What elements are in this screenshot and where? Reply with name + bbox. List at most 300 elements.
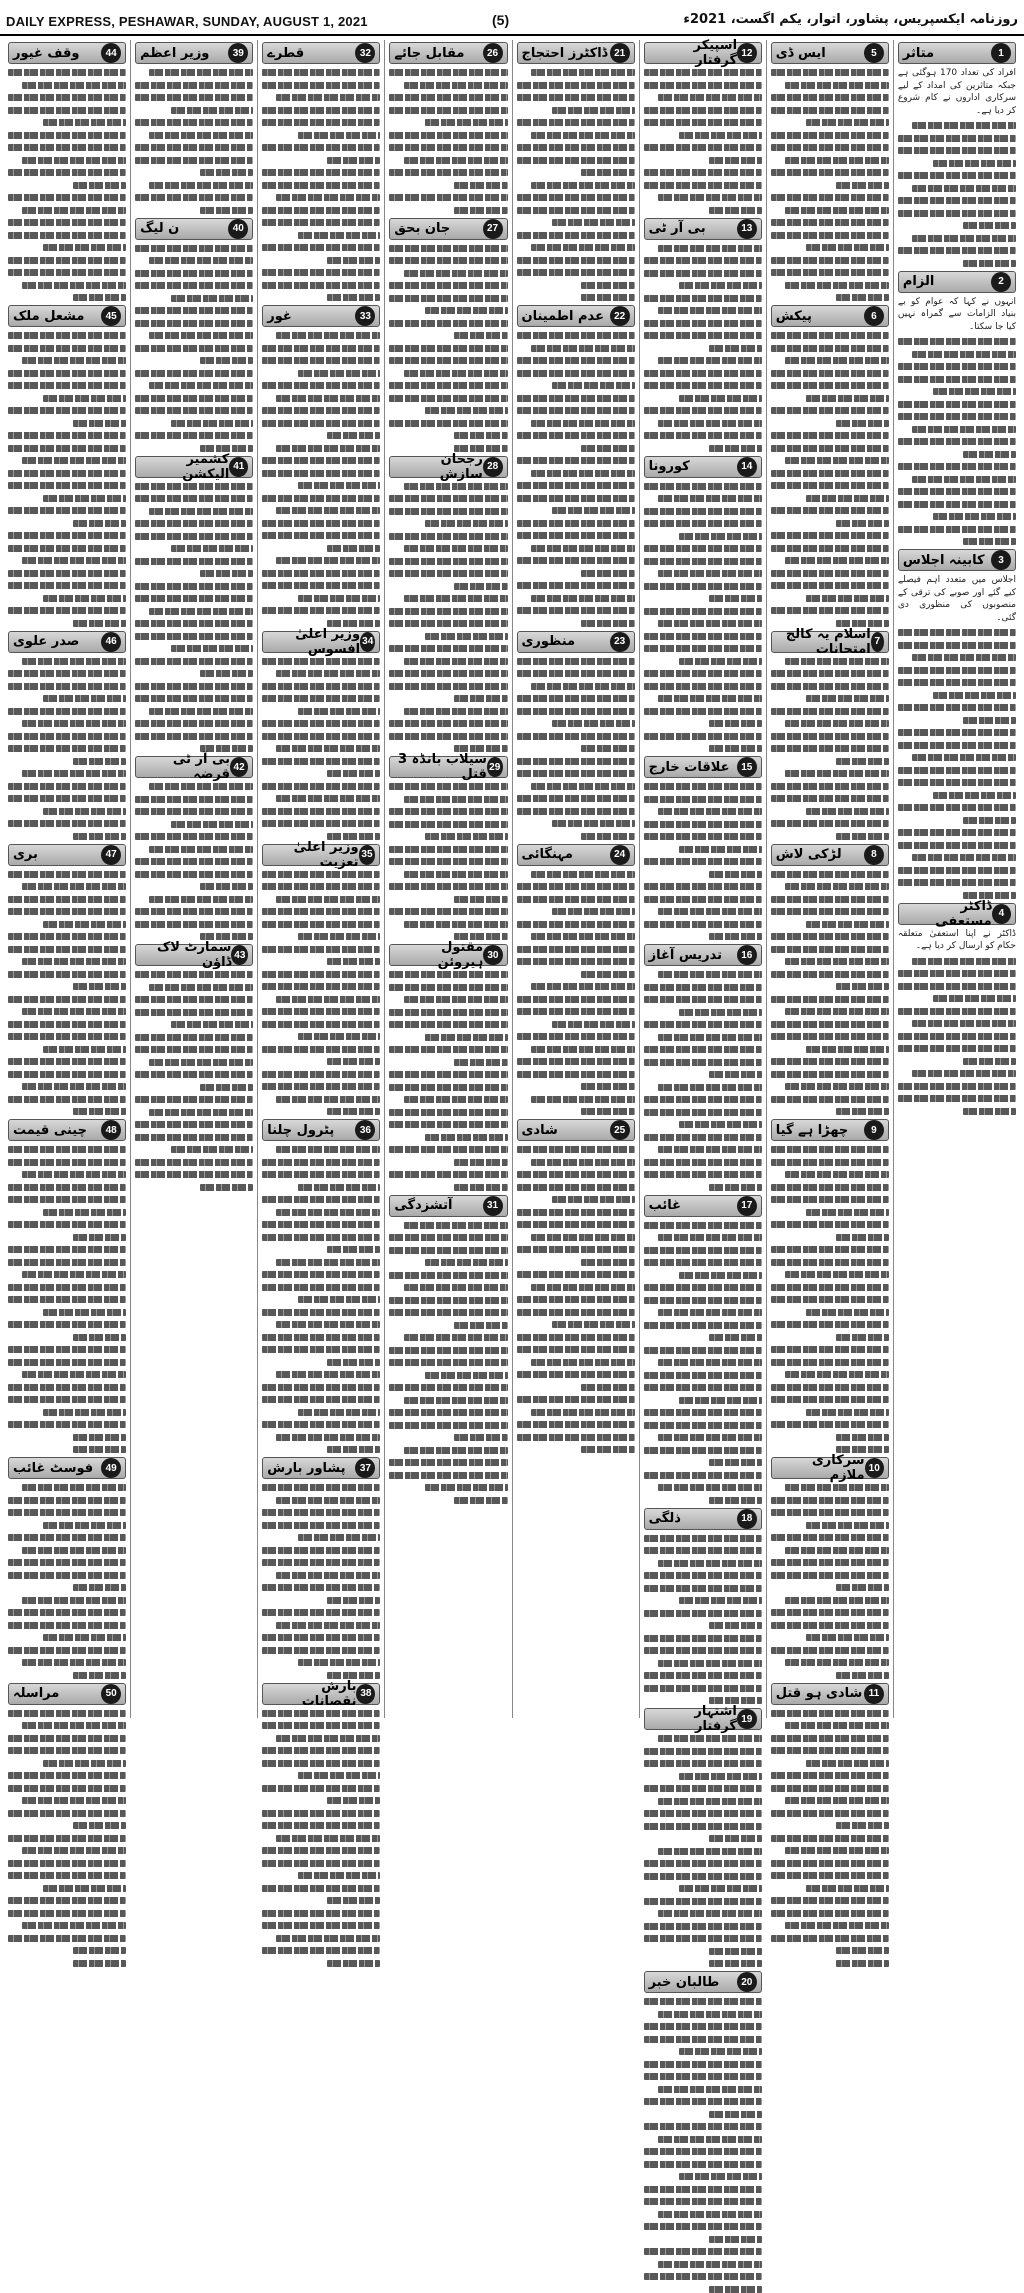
text-line	[898, 704, 1016, 711]
text-line	[22, 1008, 126, 1015]
news-story	[135, 451, 253, 753]
text-line	[644, 1472, 762, 1479]
text-line	[135, 858, 253, 865]
story-number-badge: 16	[737, 945, 757, 965]
story-number-badge: 18	[737, 1509, 757, 1529]
text-line	[262, 720, 380, 727]
text-line	[771, 432, 889, 439]
news-story	[517, 844, 635, 1116]
text-line	[517, 119, 635, 126]
text-line	[262, 69, 380, 76]
text-line	[389, 1021, 507, 1028]
text-line	[581, 294, 634, 301]
text-line	[276, 1572, 380, 1579]
text-line	[389, 1009, 507, 1016]
text-line	[454, 583, 507, 590]
news-story	[897, 898, 1016, 1115]
text-line	[517, 883, 635, 890]
text-line	[8, 257, 126, 264]
text-line	[389, 1422, 507, 1429]
story-headline-bar	[262, 1119, 380, 1141]
text-line	[771, 1860, 889, 1867]
text-line	[806, 1209, 889, 1216]
text-line	[836, 983, 889, 990]
story-body-lines	[517, 1144, 635, 1453]
text-line	[531, 244, 635, 251]
text-line	[963, 817, 1016, 824]
text-line	[581, 570, 634, 577]
text-line	[389, 495, 507, 502]
text-line	[425, 633, 508, 640]
text-line	[149, 508, 253, 515]
text-line	[200, 670, 253, 677]
text-line	[8, 670, 126, 677]
text-line	[898, 413, 1016, 420]
text-line	[658, 495, 762, 502]
text-line	[454, 445, 507, 452]
text-line	[135, 908, 253, 915]
story-headline: بری	[13, 847, 38, 862]
text-line	[171, 420, 254, 427]
text-line	[262, 207, 380, 214]
text-line	[644, 1572, 762, 1579]
story-body-lines	[262, 1482, 380, 1679]
text-line	[43, 1522, 126, 1529]
text-line	[8, 683, 126, 690]
text-line	[658, 570, 762, 577]
text-line	[262, 1584, 380, 1591]
text-line	[22, 557, 126, 564]
text-line	[898, 363, 1016, 370]
story-headline-bar	[771, 1453, 889, 1483]
text-line	[8, 470, 126, 477]
text-line	[771, 1058, 889, 1065]
text-line	[644, 1810, 762, 1817]
text-line	[22, 1547, 126, 1554]
text-line	[644, 407, 762, 414]
text-line	[709, 1334, 762, 1341]
text-line	[785, 1484, 889, 1491]
text-line	[43, 808, 126, 815]
text-line	[262, 420, 380, 427]
text-line	[912, 476, 1016, 483]
story-headline: الزام	[902, 274, 935, 289]
story-number-badge: 24	[610, 845, 630, 865]
story-number-badge: 31	[483, 1196, 503, 1216]
text-line	[806, 1760, 889, 1767]
text-line	[8, 370, 126, 377]
text-line	[135, 720, 253, 727]
text-line	[276, 1209, 380, 1216]
text-line	[389, 683, 507, 690]
text-line	[135, 520, 253, 527]
text-line	[644, 270, 762, 277]
story-headline-bar	[644, 756, 762, 778]
text-line	[454, 896, 507, 903]
text-line	[644, 821, 762, 828]
text-line	[135, 733, 253, 740]
text-line	[389, 1384, 507, 1391]
text-line	[135, 583, 253, 590]
text-line	[644, 2186, 762, 2193]
text-line	[262, 1910, 380, 1917]
text-line	[644, 1785, 762, 1792]
story-headline: قطرے	[267, 45, 305, 61]
text-line	[454, 182, 507, 189]
text-line	[149, 846, 253, 853]
text-line	[644, 733, 762, 740]
text-line	[771, 1747, 889, 1754]
text-line	[8, 1810, 126, 1817]
text-line	[389, 645, 507, 652]
text-line	[771, 607, 889, 614]
news-story	[8, 305, 126, 627]
text-line	[644, 1322, 762, 1329]
text-line	[149, 332, 253, 339]
text-line	[389, 808, 507, 815]
text-line	[8, 169, 126, 176]
text-line	[404, 270, 508, 277]
story-headline: سیلاب بانڈہ 3 قتل	[398, 752, 487, 782]
text-line	[171, 1146, 254, 1153]
story-number-badge: 46	[101, 632, 121, 652]
text-line	[262, 1885, 380, 1892]
text-line	[658, 1359, 762, 1366]
text-line	[200, 933, 253, 940]
text-line	[771, 370, 889, 377]
story-number-badge: 8	[864, 845, 884, 865]
text-line	[644, 2123, 762, 2130]
text-line	[771, 1284, 889, 1291]
text-line	[454, 1159, 507, 1166]
text-line	[771, 269, 889, 276]
news-story	[8, 1683, 126, 1967]
news-story	[898, 549, 1016, 899]
text-line	[644, 382, 762, 389]
story-number-badge: 32	[355, 43, 375, 63]
story-headline: ڈاکٹرز احتجاج	[521, 45, 608, 61]
text-line	[912, 351, 1016, 358]
text-line	[135, 432, 253, 439]
text-line	[404, 483, 508, 490]
story-number-badge: 44	[101, 43, 121, 63]
text-line	[43, 921, 126, 928]
text-line	[262, 971, 380, 978]
text-line	[679, 1597, 762, 1604]
text-line	[327, 545, 380, 552]
text-line	[135, 1159, 253, 1166]
text-line	[135, 558, 253, 565]
text-line	[771, 783, 889, 790]
text-line	[404, 1397, 508, 1404]
text-line	[8, 1835, 126, 1842]
story-number-badge: 36	[355, 1120, 375, 1140]
text-line	[22, 770, 126, 777]
text-line	[644, 2148, 762, 2155]
text-line	[517, 457, 635, 464]
text-line	[836, 1434, 889, 1441]
text-line	[517, 1033, 635, 1040]
story-body-lines	[8, 656, 126, 840]
text-line	[8, 933, 126, 940]
text-line	[8, 1559, 126, 1566]
news-story	[262, 42, 380, 301]
text-line	[135, 495, 253, 502]
text-line	[517, 1221, 635, 1228]
story-number-badge: 10	[865, 1458, 884, 1478]
text-line	[771, 1609, 889, 1616]
column-8	[4, 40, 130, 1718]
text-line	[898, 135, 1016, 142]
story-headline-bar	[644, 1195, 762, 1217]
text-line	[644, 508, 762, 515]
story-headline-bar	[644, 456, 762, 478]
text-line	[517, 407, 635, 414]
text-line	[135, 871, 253, 878]
text-line	[709, 1622, 762, 1629]
text-line	[806, 119, 889, 126]
text-line	[806, 395, 889, 402]
story-body-text: افراد کی تعداد 170 ہوگئی ہے جبکہ متاثرین کی امداد کے لیے سرکاری اداروں نے کام شروع کر دیا ہے۔	[897, 68, 1016, 116]
text-line	[771, 1710, 889, 1717]
text-line	[836, 1947, 889, 1954]
text-line	[517, 520, 635, 527]
text-line	[404, 82, 508, 89]
text-line	[327, 1058, 380, 1065]
text-line	[135, 320, 253, 327]
text-line	[171, 107, 254, 114]
story-headline: وقف غیور	[13, 45, 80, 61]
text-line	[8, 1622, 126, 1629]
text-line	[262, 783, 380, 790]
text-line	[836, 294, 889, 301]
text-line	[658, 1309, 762, 1316]
text-line	[771, 670, 889, 677]
column-6	[257, 40, 384, 1718]
text-line	[785, 457, 889, 464]
text-line	[517, 1271, 635, 1278]
story-headline-bar	[644, 1704, 762, 1734]
story-headline: وزیر اعلیٰ افسوس	[295, 626, 361, 657]
text-line	[262, 658, 380, 665]
text-line	[389, 245, 507, 252]
text-line	[262, 1609, 380, 1616]
text-line	[149, 257, 253, 264]
text-line	[963, 451, 1016, 458]
text-line	[709, 157, 762, 164]
text-line	[644, 984, 762, 991]
story-number-badge: 20	[737, 1972, 757, 1992]
text-line	[552, 720, 635, 727]
news-story	[389, 218, 507, 452]
story-body-lines	[8, 330, 126, 627]
story-number-badge: 28	[483, 457, 503, 477]
text-line	[8, 1246, 126, 1253]
text-line	[644, 683, 762, 690]
text-line	[806, 921, 889, 928]
text-line	[425, 1259, 508, 1266]
news-story	[644, 1508, 762, 1705]
text-line	[389, 1084, 507, 1091]
text-line	[898, 247, 1016, 254]
text-line	[276, 194, 380, 201]
text-line	[262, 1522, 380, 1529]
text-line	[262, 345, 380, 352]
story-headline: اسپیکر گرفتار	[693, 38, 738, 68]
text-line	[8, 1534, 126, 1541]
text-line	[404, 996, 508, 1003]
text-line	[327, 833, 380, 840]
text-line	[389, 883, 507, 890]
text-line	[771, 257, 889, 264]
text-line	[389, 821, 507, 828]
text-line	[389, 620, 507, 627]
text-line	[644, 883, 762, 890]
text-line	[517, 357, 635, 364]
text-line	[785, 1171, 889, 1178]
story-headline: اشتہار گرفتار	[694, 1704, 737, 1734]
text-line	[644, 1935, 762, 1942]
text-line	[389, 858, 507, 865]
text-line	[135, 407, 253, 414]
news-story	[644, 218, 762, 452]
text-line	[552, 820, 635, 827]
text-line	[898, 842, 1016, 849]
text-line	[262, 1221, 380, 1228]
story-body-lines	[644, 243, 762, 452]
text-line	[898, 197, 1016, 204]
story-headline: متاثر	[902, 45, 935, 61]
text-line	[389, 1247, 507, 1254]
text-line	[581, 445, 634, 452]
text-line	[912, 1020, 1016, 1027]
text-line	[658, 1234, 762, 1241]
story-headline: کورونا	[648, 459, 690, 474]
text-line	[8, 1033, 126, 1040]
text-line	[771, 1384, 889, 1391]
text-line	[262, 1847, 380, 1854]
text-line	[581, 745, 634, 752]
text-line	[404, 1284, 508, 1291]
text-line	[43, 1209, 126, 1216]
text-line	[200, 169, 253, 176]
text-line	[644, 796, 762, 803]
story-number-badge: 9	[864, 1120, 884, 1140]
story-headline: مشعل ملک	[13, 308, 85, 324]
text-line	[709, 2236, 762, 2243]
text-line	[262, 570, 380, 577]
text-line	[262, 1046, 380, 1053]
story-number-badge: 43	[231, 945, 248, 965]
news-story	[644, 1195, 762, 1504]
text-line	[8, 482, 126, 489]
text-line	[389, 1171, 507, 1178]
text-line	[898, 1008, 1016, 1015]
text-line	[327, 257, 380, 264]
story-headline-bar	[644, 1508, 762, 1530]
text-line	[644, 1409, 762, 1416]
text-line	[517, 733, 635, 740]
text-line	[135, 620, 253, 627]
text-line	[785, 883, 889, 890]
text-line	[389, 733, 507, 740]
story-body-lines	[644, 781, 762, 940]
text-line	[771, 545, 889, 552]
text-line	[8, 445, 126, 452]
text-line	[200, 883, 253, 890]
text-line	[43, 1760, 126, 1767]
text-line	[327, 770, 380, 777]
text-line	[679, 2173, 762, 2180]
story-headline-bar	[517, 305, 635, 327]
text-line	[22, 1797, 126, 1804]
story-headline: سرکاری ملازم	[811, 1453, 865, 1483]
text-line	[404, 1222, 508, 1229]
text-line	[276, 1096, 380, 1103]
story-body-text: اجلاس میں متعدد اہم فیصلے کیے گئے اور صوبے کی ترقی کے منصوبوں کی منظوری دی گئی۔	[897, 575, 1016, 623]
story-headline-bar	[8, 1457, 126, 1479]
text-line	[785, 770, 889, 777]
story-headline-bar	[262, 626, 380, 657]
text-line	[552, 1196, 635, 1203]
story-body-lines	[262, 1708, 380, 1967]
text-line	[531, 1359, 635, 1366]
news-story	[135, 752, 253, 940]
text-line	[679, 2048, 762, 2055]
text-line	[262, 733, 380, 740]
story-headline-bar	[389, 1195, 507, 1217]
text-line	[898, 742, 1016, 749]
text-line	[262, 1384, 380, 1391]
text-line	[149, 984, 253, 991]
text-line	[836, 1584, 889, 1591]
text-line	[644, 432, 762, 439]
text-line	[912, 854, 1016, 861]
story-headline: پٹرول چلنا	[267, 1122, 335, 1138]
text-line	[22, 1171, 126, 1178]
story-headline-bar	[644, 944, 762, 966]
story-body-lines	[389, 67, 507, 214]
story-body-lines	[771, 1708, 889, 1967]
text-line	[785, 1008, 889, 1015]
story-body-lines	[8, 869, 126, 1116]
story-body-lines	[8, 1144, 126, 1453]
text-line	[912, 122, 1016, 129]
story-body-lines	[771, 1144, 889, 1453]
story-headline: عدم اطمینان	[521, 308, 604, 324]
text-line	[658, 1034, 762, 1041]
text-line	[644, 1372, 762, 1379]
text-line	[517, 1184, 635, 1191]
text-line	[709, 445, 762, 452]
text-line	[135, 808, 253, 815]
text-line	[898, 879, 1016, 886]
text-line	[327, 294, 380, 301]
text-line	[644, 1647, 762, 1654]
text-line	[8, 1321, 126, 1328]
text-line	[327, 1446, 380, 1453]
text-line	[276, 1735, 380, 1742]
text-line	[73, 1334, 126, 1341]
text-line	[404, 1096, 508, 1103]
text-line	[785, 1371, 889, 1378]
text-line	[531, 595, 635, 602]
text-line	[658, 1484, 762, 1491]
text-line	[73, 520, 126, 527]
text-line	[262, 1747, 380, 1754]
text-line	[8, 1284, 126, 1291]
text-line	[149, 1059, 253, 1066]
